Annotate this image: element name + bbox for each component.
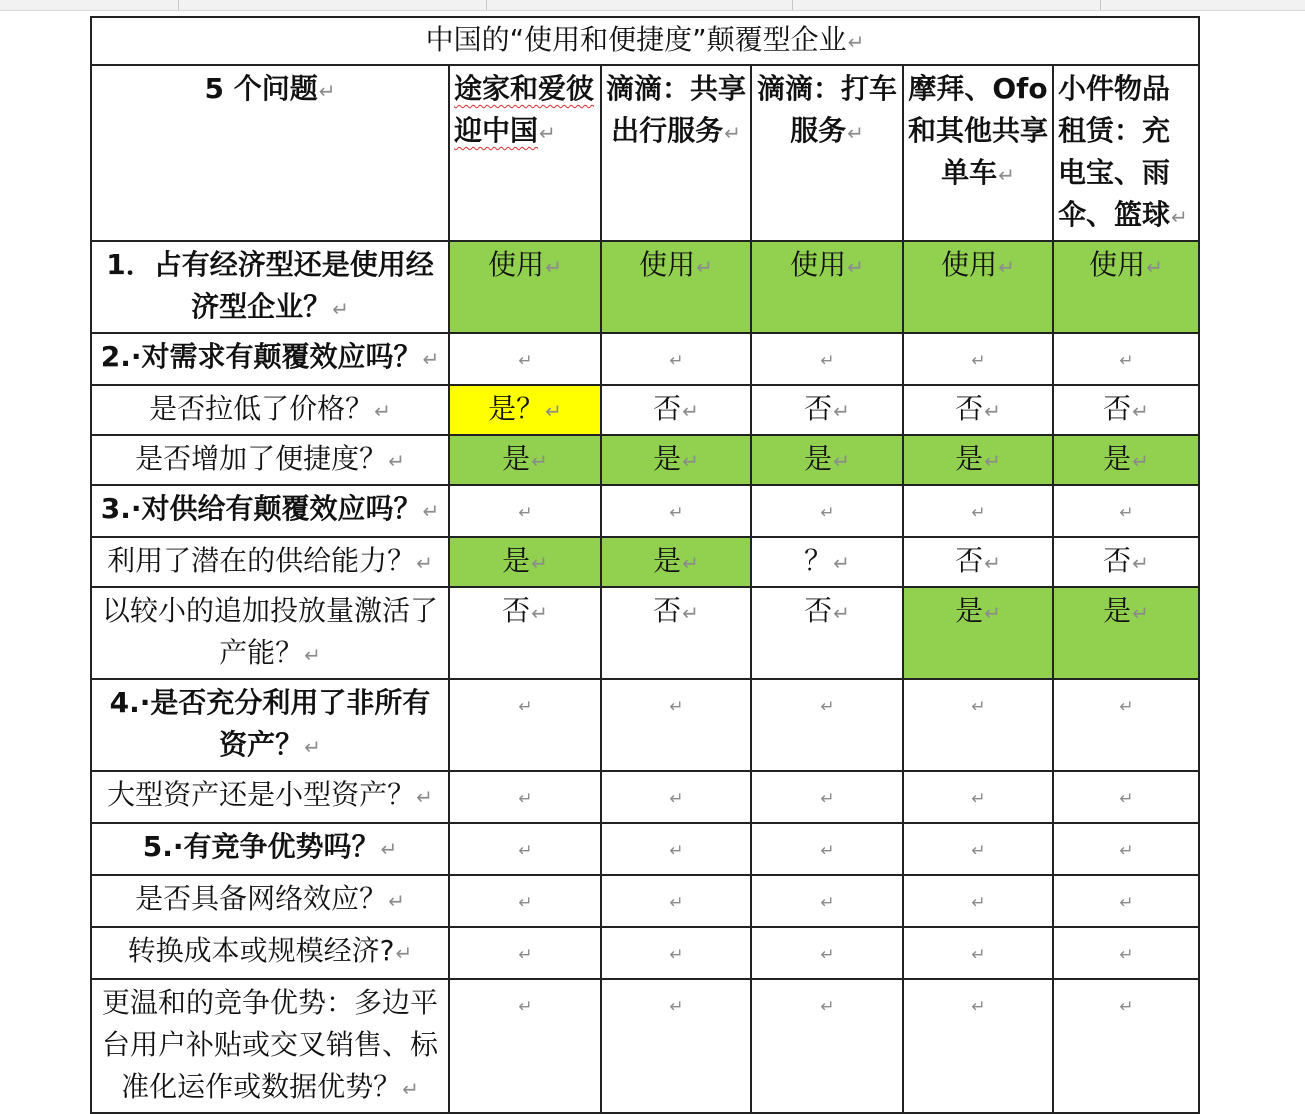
paragraph-mark-icon: ↵ (984, 399, 1001, 423)
paragraph-mark-icon: ↵ (518, 697, 533, 717)
paragraph-mark-icon: ↵ (669, 997, 684, 1017)
paragraph-mark-icon: ↵ (518, 841, 533, 861)
paragraph-mark-icon: ↵ (669, 503, 684, 523)
table-body (91, 241, 1199, 1113)
answer-value: 否 (955, 544, 984, 577)
answer-cell[interactable] (1053, 537, 1199, 587)
answer-cell[interactable] (751, 537, 903, 587)
question-cell[interactable] (91, 587, 449, 679)
paragraph-mark-icon: ↵ (374, 399, 391, 423)
answer-cell[interactable] (903, 771, 1053, 823)
paragraph-mark-icon: ↵ (545, 255, 562, 279)
paragraph-mark-icon: ↵ (1119, 351, 1134, 371)
header-question: 5 个问题 (204, 72, 318, 105)
answer-cell[interactable] (751, 485, 903, 537)
paragraph-mark-icon: ↵ (388, 889, 405, 913)
paragraph-mark-icon: ↵ (395, 941, 413, 965)
answer-cell[interactable] (903, 485, 1053, 537)
paragraph-mark-icon: ↵ (847, 255, 864, 279)
answer-cell[interactable] (903, 333, 1053, 385)
question-cell[interactable] (91, 771, 449, 823)
answer-cell[interactable] (1053, 333, 1199, 385)
answer-cell[interactable] (601, 823, 751, 875)
paragraph-mark-icon: ↵ (669, 789, 684, 809)
paragraph-mark-icon: ↵ (682, 601, 699, 625)
question-label: 1．占有经济型还是使用经济型企业？ (106, 248, 434, 323)
answer-cell[interactable] (751, 679, 903, 771)
question-label: 2.·对需求有颠覆效应吗？ (100, 340, 422, 373)
question-label: 是否增加了便捷度？ (135, 442, 388, 475)
paragraph-mark-icon: ↵ (531, 449, 548, 473)
answer-cell[interactable] (449, 771, 601, 823)
header-row (91, 65, 1199, 241)
table-row (91, 385, 1199, 435)
table-row (91, 435, 1199, 485)
answer-cell[interactable] (751, 241, 903, 333)
question-cell[interactable] (91, 485, 449, 537)
header-company-cell[interactable] (449, 65, 601, 241)
header-company-tujia-airbnb: 途家和爱彼迎中国 (454, 72, 595, 147)
paragraph-mark-icon: ↵ (1119, 945, 1134, 965)
table-row (91, 771, 1199, 823)
paragraph-mark-icon: ↵ (380, 837, 398, 861)
paragraph-mark-icon: ↵ (820, 945, 835, 965)
question-label: 是否具备网络效应？ (135, 882, 388, 915)
answer-cell[interactable] (903, 241, 1053, 333)
answer-cell[interactable] (601, 771, 751, 823)
answer-cell[interactable] (449, 679, 601, 771)
paragraph-mark-icon: ↵ (422, 499, 440, 523)
answer-cell[interactable] (601, 927, 751, 979)
paragraph-mark-icon: ↵ (1119, 789, 1134, 809)
answer-value: 否 (1103, 544, 1132, 577)
answer-value: 是 (653, 442, 682, 475)
answer-cell[interactable] (751, 333, 903, 385)
paragraph-mark-icon: ↵ (820, 503, 835, 523)
question-label: 5.·有竞争优势吗？ (142, 830, 380, 863)
answer-cell[interactable] (1053, 485, 1199, 537)
answer-cell[interactable] (751, 875, 903, 927)
answer-cell[interactable] (449, 435, 601, 485)
paragraph-mark-icon: ↵ (304, 643, 321, 667)
paragraph-mark-icon: ↵ (1119, 503, 1134, 523)
answer-cell[interactable] (751, 979, 903, 1113)
answer-cell[interactable] (903, 927, 1053, 979)
answer-value: 否 (804, 392, 833, 425)
answer-cell[interactable] (601, 587, 751, 679)
paragraph-mark-icon: ↵ (833, 551, 850, 575)
question-cell[interactable] (91, 435, 449, 485)
answer-cell[interactable] (601, 537, 751, 587)
paragraph-mark-icon: ↵ (545, 399, 562, 423)
answer-value: 否 (653, 594, 682, 627)
paragraph-mark-icon: ↵ (669, 697, 684, 717)
answer-value: 使用 (1089, 248, 1146, 281)
paragraph-mark-icon: ↵ (304, 735, 321, 759)
answer-value: 否 (653, 392, 682, 425)
answer-cell[interactable] (1053, 823, 1199, 875)
answer-cell[interactable] (903, 385, 1053, 435)
table-row (91, 875, 1199, 927)
answer-cell[interactable] (449, 537, 601, 587)
paragraph-mark-icon: ↵ (518, 351, 533, 371)
question-cell[interactable] (91, 679, 449, 771)
paragraph-mark-icon: ↵ (1132, 449, 1149, 473)
answer-value: 是 (1103, 594, 1132, 627)
paragraph-mark-icon: ↵ (669, 893, 684, 913)
table-row (91, 485, 1199, 537)
paragraph-mark-icon: ↵ (518, 789, 533, 809)
answer-value: 是 (955, 442, 984, 475)
header-company-cell[interactable] (601, 65, 751, 241)
answer-cell[interactable] (449, 979, 601, 1113)
table-row (91, 679, 1199, 771)
paragraph-mark-icon: ↵ (820, 841, 835, 861)
paragraph-mark-icon: ↵ (669, 945, 684, 965)
question-cell[interactable] (91, 333, 449, 385)
answer-cell[interactable] (449, 485, 601, 537)
answer-value: 使用 (790, 248, 847, 281)
paragraph-mark-icon: ↵ (820, 893, 835, 913)
answer-cell[interactable] (903, 875, 1053, 927)
paragraph-mark-icon: ↵ (402, 1077, 419, 1101)
paragraph-mark-icon: ↵ (518, 945, 533, 965)
question-label: 4.·是否充分利用了非所有资产？ (109, 686, 431, 761)
header-company-bike-sharing: 摩拜、Ofo和其他共享单车 (908, 72, 1049, 189)
table-row (91, 823, 1199, 875)
answer-value: 使用 (488, 248, 545, 281)
answer-cell[interactable] (449, 241, 601, 333)
question-cell[interactable] (91, 537, 449, 587)
question-label: 3.·对供给有颠覆效应吗？ (100, 492, 422, 525)
paragraph-mark-icon: ↵ (833, 449, 850, 473)
answer-cell[interactable] (601, 679, 751, 771)
answer-value: 使用 (639, 248, 696, 281)
paragraph-mark-icon: ↵ (539, 121, 556, 145)
question-label: 以较小的追加投放量激活了产能？ (101, 594, 438, 669)
paragraph-mark-icon: ↵ (971, 351, 986, 371)
answer-cell[interactable] (449, 875, 601, 927)
question-cell[interactable] (91, 927, 449, 979)
paragraph-mark-icon: ↵ (318, 79, 336, 103)
paragraph-mark-icon: ↵ (531, 601, 548, 625)
answer-cell[interactable] (751, 435, 903, 485)
paragraph-mark-icon: ↵ (1171, 205, 1188, 229)
question-label: 大型资产还是小型资产？ (107, 778, 416, 811)
answer-cell[interactable] (1053, 435, 1199, 485)
table-row (91, 333, 1199, 385)
table-row (91, 979, 1199, 1113)
table-title-cell[interactable] (91, 17, 1199, 65)
paragraph-mark-icon: ↵ (820, 697, 835, 717)
header-question-cell[interactable] (91, 65, 449, 241)
paragraph-mark-icon: ↵ (1132, 601, 1149, 625)
table-row (91, 927, 1199, 979)
paragraph-mark-icon: ↵ (416, 785, 433, 809)
question-label: 利用了潜在的供给能力？ (107, 544, 416, 577)
answer-value: 否 (502, 594, 531, 627)
paragraph-mark-icon: ↵ (669, 351, 684, 371)
answer-cell[interactable] (601, 385, 751, 435)
answer-cell[interactable] (601, 485, 751, 537)
paragraph-mark-icon: ↵ (820, 997, 835, 1017)
question-label: 更温和的竞争优势：多边平台用户补贴或交叉销售、标准化运作或数据优势？ (101, 986, 438, 1103)
question-cell[interactable] (91, 823, 449, 875)
answer-value: 是 (502, 442, 531, 475)
paragraph-mark-icon: ↵ (971, 697, 986, 717)
paragraph-mark-icon: ↵ (724, 121, 741, 145)
paragraph-mark-icon: ↵ (833, 601, 850, 625)
answer-value: 是 (1103, 442, 1132, 475)
paragraph-mark-icon: ↵ (847, 30, 865, 54)
answer-cell[interactable] (1053, 241, 1199, 333)
paragraph-mark-icon: ↵ (1119, 997, 1134, 1017)
window-top-strip (0, 0, 1305, 11)
paragraph-mark-icon: ↵ (971, 945, 986, 965)
answer-value: 是 (502, 544, 531, 577)
paragraph-mark-icon: ↵ (1132, 551, 1149, 575)
question-label: 是否拉低了价格？ (149, 392, 374, 425)
question-cell[interactable] (91, 979, 449, 1113)
paragraph-mark-icon: ↵ (669, 841, 684, 861)
question-cell[interactable] (91, 875, 449, 927)
answer-cell[interactable] (903, 435, 1053, 485)
answer-cell[interactable] (601, 875, 751, 927)
header-company-cell[interactable] (751, 65, 903, 241)
answer-cell[interactable] (449, 823, 601, 875)
answer-cell[interactable] (601, 979, 751, 1113)
paragraph-mark-icon: ↵ (984, 601, 1001, 625)
paragraph-mark-icon: ↵ (847, 121, 864, 145)
paragraph-mark-icon: ↵ (518, 503, 533, 523)
answer-cell[interactable] (903, 537, 1053, 587)
answer-value: 使用 (941, 248, 998, 281)
paragraph-mark-icon: ↵ (998, 255, 1015, 279)
answer-cell[interactable] (1053, 587, 1199, 679)
question-cell[interactable] (91, 385, 449, 435)
paragraph-mark-icon: ↵ (696, 255, 713, 279)
paragraph-mark-icon: ↵ (971, 893, 986, 913)
table-title: 中国的“使用和便捷度”颠覆型企业 (425, 23, 847, 56)
answer-cell[interactable] (449, 385, 601, 435)
answer-cell[interactable] (903, 979, 1053, 1113)
answer-value: 否 (955, 392, 984, 425)
answer-cell[interactable] (1053, 771, 1199, 823)
paragraph-mark-icon: ↵ (1146, 255, 1163, 279)
answer-cell[interactable] (449, 587, 601, 679)
answer-cell[interactable] (1053, 875, 1199, 927)
answer-cell[interactable] (751, 587, 903, 679)
answer-cell[interactable] (751, 385, 903, 435)
answer-value: 否 (1103, 392, 1132, 425)
paragraph-mark-icon: ↵ (833, 399, 850, 423)
table-row (91, 537, 1199, 587)
paragraph-mark-icon: ↵ (518, 893, 533, 913)
paragraph-mark-icon: ↵ (971, 503, 986, 523)
header-company-didi-taxi: 滴滴：打车服务 (756, 72, 897, 147)
answer-cell[interactable] (903, 823, 1053, 875)
paragraph-mark-icon: ↵ (820, 789, 835, 809)
answer-value: 否 (804, 594, 833, 627)
answer-value: 是？ (488, 392, 545, 425)
answer-value: 是 (955, 594, 984, 627)
question-cell[interactable] (91, 241, 449, 333)
header-company-didi-sharing: 滴滴：共享出行服务 (606, 72, 747, 147)
answer-cell[interactable] (903, 587, 1053, 679)
header-company-small-rental: 小件物品租赁：充电宝、雨伞、篮球 (1058, 72, 1171, 231)
paragraph-mark-icon: ↵ (1132, 399, 1149, 423)
paragraph-mark-icon: ↵ (531, 551, 548, 575)
header-company-cell[interactable] (903, 65, 1053, 241)
answer-cell[interactable] (601, 241, 751, 333)
question-label: 转换成本或规模经济? (127, 934, 395, 967)
header-company-cell[interactable] (1053, 65, 1199, 241)
answer-value: 是 (653, 544, 682, 577)
disruptor-table (90, 16, 1200, 1114)
paragraph-mark-icon: ↵ (971, 789, 986, 809)
paragraph-mark-icon: ↵ (971, 997, 986, 1017)
paragraph-mark-icon: ↵ (682, 551, 699, 575)
paragraph-mark-icon: ↵ (820, 351, 835, 371)
answer-cell[interactable] (751, 927, 903, 979)
paragraph-mark-icon: ↵ (1119, 841, 1134, 861)
answer-cell[interactable] (601, 435, 751, 485)
paragraph-mark-icon: ↵ (984, 551, 1001, 575)
answer-cell[interactable] (1053, 979, 1199, 1113)
answer-value: ？ (804, 544, 833, 577)
answer-cell[interactable] (601, 333, 751, 385)
paragraph-mark-icon: ↵ (416, 551, 433, 575)
paragraph-mark-icon: ↵ (984, 449, 1001, 473)
paragraph-mark-icon: ↵ (388, 449, 405, 473)
paragraph-mark-icon: ↵ (971, 841, 986, 861)
answer-cell[interactable] (449, 333, 601, 385)
table-row (91, 587, 1199, 679)
answer-cell[interactable] (1053, 679, 1199, 771)
paragraph-mark-icon: ↵ (332, 297, 349, 321)
paragraph-mark-icon: ↵ (422, 347, 440, 371)
answer-cell[interactable] (751, 771, 903, 823)
paragraph-mark-icon: ↵ (1119, 893, 1134, 913)
paragraph-mark-icon: ↵ (998, 163, 1015, 187)
paragraph-mark-icon: ↵ (1119, 697, 1134, 717)
answer-cell[interactable] (1053, 927, 1199, 979)
answer-cell[interactable] (1053, 385, 1199, 435)
paragraph-mark-icon: ↵ (682, 449, 699, 473)
answer-cell[interactable] (449, 927, 601, 979)
answer-cell[interactable] (751, 823, 903, 875)
table-row (91, 241, 1199, 333)
paragraph-mark-icon: ↵ (682, 399, 699, 423)
answer-value: 是 (804, 442, 833, 475)
paragraph-mark-icon: ↵ (518, 997, 533, 1017)
answer-cell[interactable] (903, 679, 1053, 771)
